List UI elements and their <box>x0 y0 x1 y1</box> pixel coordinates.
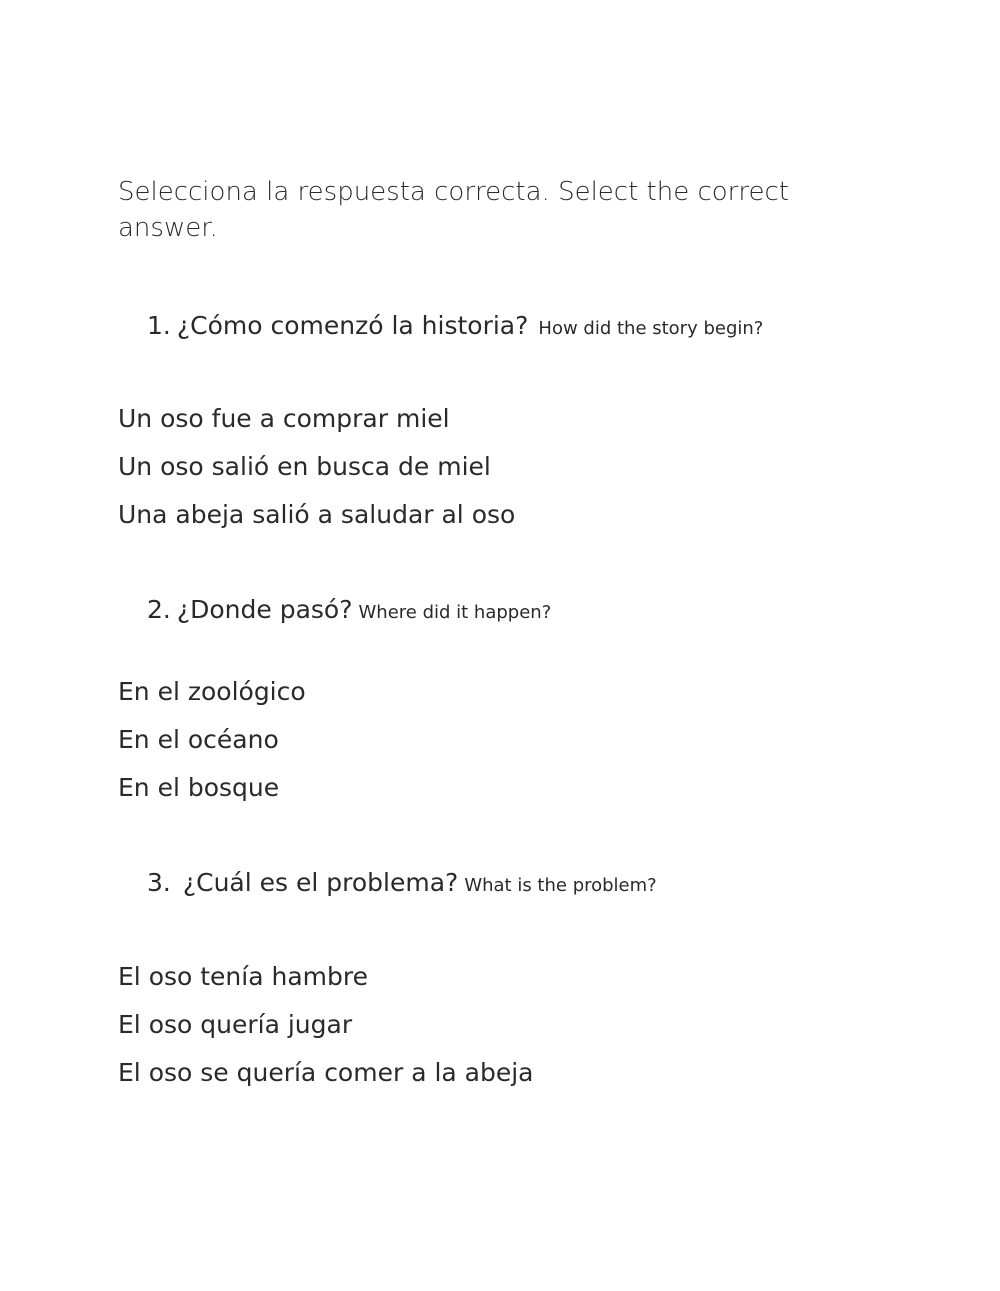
question-text-spanish: ¿Cómo comenzó la historia? <box>176 311 529 340</box>
question-3 <box>147 867 657 902</box>
answer-option[interactable]: Una abeja salió a saludar al oso <box>118 500 516 529</box>
answer-option[interactable]: El oso tenía hambre <box>118 962 368 991</box>
question-number: 2. <box>147 595 171 624</box>
answer-options-1 <box>118 403 818 547</box>
answer-option[interactable]: En el bosque <box>118 773 280 802</box>
question-text-english: Where did it happen? <box>358 602 552 623</box>
question-text-spanish: ¿Donde pasó? <box>176 595 353 624</box>
answer-option[interactable]: En el océano <box>118 725 279 754</box>
answer-options-2 <box>118 676 818 820</box>
answer-option[interactable]: En el zoológico <box>118 677 306 706</box>
question-number: 3. <box>147 868 171 897</box>
question-2 <box>147 594 551 629</box>
question-1 <box>147 310 763 345</box>
question-text-english: What is the problem? <box>464 875 657 896</box>
answer-option[interactable]: El oso se quería comer a la abeja <box>118 1058 534 1087</box>
question-text-spanish: ¿Cuál es el problema? <box>182 868 459 897</box>
answer-option[interactable]: Un oso fue a comprar miel <box>118 404 450 433</box>
instructions-text: Selecciona la respuesta correcta. Select the correct answer. <box>118 177 789 243</box>
question-text-english: How did the story begin? <box>538 318 764 339</box>
question-number: 1. <box>147 311 171 340</box>
answer-option[interactable]: Un oso salió en busca de miel <box>118 452 491 481</box>
answer-option[interactable]: El oso quería jugar <box>118 1010 353 1039</box>
answer-options-3 <box>118 961 818 1105</box>
